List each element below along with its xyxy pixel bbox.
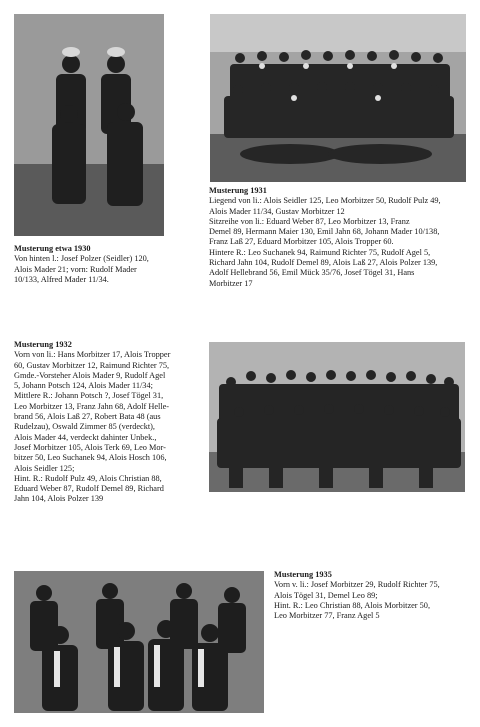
- caption-title: Musterung 1931: [209, 186, 267, 195]
- caption-line: Mittlere R.: Johann Potsch ?, Josef Tögel 31,: [14, 391, 164, 401]
- caption-line: Franz Laß 27, Eduard Morbitzer 105, Alois Tropper 60.: [209, 237, 394, 247]
- photo-1931-figures: [210, 14, 466, 182]
- caption-line: Demel 89, Hermann Maier 130, Emil Jahn 68, Johann Mader 10/138,: [209, 227, 440, 237]
- caption-line: 60, Gustav Morbitzer 12, Raimund Richter 75,: [14, 360, 170, 370]
- caption-line: Alois Seidler 125;: [14, 463, 75, 473]
- caption-line: Leo Morbitzer 13, Franz Jahn 68, Adolf Helle-: [14, 401, 170, 411]
- photo-1930-figures: [14, 14, 164, 236]
- caption-musterung-1932: [14, 340, 195, 505]
- caption-line: 10/133, Alfred Mader 11/34.: [14, 274, 109, 284]
- photo-musterung-1935: [14, 571, 264, 713]
- caption-line: Eduard Weber 87, Rudolf Demel 89, Richard: [14, 484, 164, 494]
- caption-line: brand 56, Alois Laß 27, Robert Bata 48 (aus: [14, 412, 161, 422]
- caption-line: Adolf Hellebrand 56, Emil Mück 35/76, Josef Tögel 31, Hans: [209, 268, 415, 278]
- caption-line: Sitzreihe von li.: Eduard Weber 87, Leo Morbitzer 13, Franz: [209, 216, 410, 226]
- caption-title: Musterung 1932: [14, 340, 72, 349]
- caption-line: Josef Morbitzer 105, Alois Terk 69, Leo Mor-: [14, 442, 166, 452]
- photo-1935-figures: [14, 571, 264, 713]
- caption-line: Vorn v. li.: Josef Morbitzer 29, Rudolf Richter 75,: [274, 580, 440, 590]
- caption-line: Alois Mader 11/34, Gustav Morbitzer 12: [209, 206, 345, 216]
- caption-line: Hintere R.: Leo Suchanek 94, Raimund Richter 75, Rudolf Agel 5,: [209, 247, 431, 257]
- caption-line: Morbitzer 17: [209, 278, 253, 288]
- photo-musterung-1931: [210, 14, 466, 182]
- caption-line: Rudelzau), Oswald Zimmer 85 (verdeckt),: [14, 422, 155, 432]
- photo-musterung-1930: [14, 14, 164, 236]
- photo-musterung-1932: [209, 342, 465, 492]
- caption-line: Vorn von li.: Hans Morbitzer 17, Alois Tropper: [14, 350, 171, 360]
- caption-line: Hint. R.: Leo Christian 88, Alois Morbitzer 50,: [274, 600, 431, 610]
- photo-1932-figures: [209, 342, 465, 492]
- caption-line: Alois Tögel 31, Demel Leo 89;: [274, 590, 378, 600]
- caption-musterung-1931: [209, 186, 467, 289]
- caption-musterung-1930: [14, 244, 166, 285]
- caption-title: Musterung etwa 1930: [14, 244, 91, 253]
- caption-line: Leo Morbitzer 77, Franz Agel 5: [274, 611, 380, 621]
- caption-line: 5, Johann Potsch 124, Alois Mader 11/34;: [14, 381, 153, 391]
- caption-line: bitzer 50, Leo Suchanek 94, Alois Hosch 106,: [14, 453, 167, 463]
- caption-line: Liegend von li.: Alois Seidler 125, Leo Morbitzer 50, Rudolf Pulz 49,: [209, 196, 441, 206]
- caption-line: Jahn 104, Alois Polzer 139: [14, 494, 104, 504]
- caption-line: Von hinten l.: Josef Polzer (Seidler) 120,: [14, 254, 149, 264]
- caption-line: Alois Mader 21; vorn: Rudolf Mader: [14, 264, 137, 274]
- caption-musterung-1935: [274, 570, 470, 621]
- caption-title: Musterung 1935: [274, 570, 332, 579]
- caption-line: Richard Jahn 104, Rudolf Demel 89, Alois Laß 27, Alois Polzer 139,: [209, 258, 438, 268]
- caption-line: Gmde.-Vorsteher Alois Mader 9, Rudolf Agel: [14, 370, 166, 380]
- caption-line: Alois Mader 44, verdeckt dahinter Unbek.,: [14, 432, 157, 442]
- caption-line: Hint. R.: Rudolf Pulz 49, Alois Christian 88,: [14, 473, 162, 483]
